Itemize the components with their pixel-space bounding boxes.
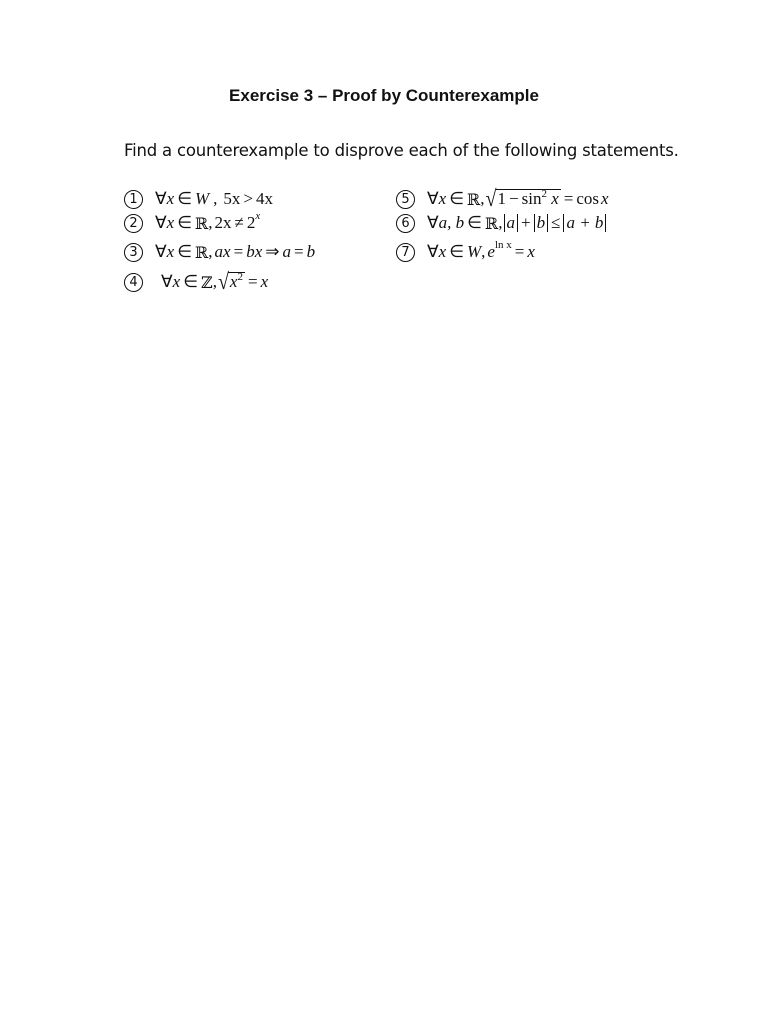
statement-number: 6	[396, 214, 415, 233]
abs-b: b	[534, 214, 549, 232]
square-root-icon: √	[485, 185, 497, 212]
equals-symbol: =	[563, 189, 574, 208]
sin-function: sin	[521, 188, 542, 208]
plus-symbol: +	[521, 213, 531, 232]
less-equal-symbol: ≤	[551, 213, 561, 232]
exponential-base: e	[487, 242, 495, 261]
element-of-symbol: ∈	[467, 213, 482, 232]
equals-symbol: =	[233, 242, 244, 261]
square-root-icon: √	[217, 268, 229, 295]
lhs-expression: 2x	[214, 213, 232, 232]
minus-symbol: −	[509, 188, 519, 208]
statement-number: 3	[124, 243, 143, 262]
statement-number: 7	[396, 243, 415, 262]
statement-number: 2	[124, 214, 143, 233]
set-symbol: ℤ	[201, 272, 213, 292]
statement-number: 4	[124, 273, 143, 292]
conclusion-rhs: b	[306, 242, 316, 261]
variable: x	[166, 242, 175, 261]
element-of-symbol: ∈	[177, 242, 192, 261]
variable: x	[172, 272, 181, 291]
variable: x	[438, 242, 447, 261]
statement-6: 6 ∀ a, b ∈ ℝ , a + b ≤ a + b	[396, 211, 606, 235]
forall-symbol: ∀	[427, 213, 439, 232]
cos-function: cos	[576, 189, 600, 208]
element-of-symbol: ∈	[177, 213, 192, 232]
forall-symbol: ∀	[155, 242, 167, 261]
lhs-expression: ax	[214, 242, 231, 261]
power-base: 2	[246, 213, 256, 232]
equals-symbol: =	[247, 272, 258, 291]
power-exponent: x	[255, 210, 261, 222]
statement-3: 3 ∀ x ∈ ℝ , ax = bx ⇒ a = b	[124, 240, 315, 264]
rhs-expression: x	[527, 242, 535, 261]
forall-symbol: ∀	[155, 189, 167, 208]
statement-4: 4 ∀ x ∈ ℤ , √ $x^2$ = x	[124, 270, 268, 294]
element-of-symbol: ∈	[449, 242, 464, 261]
statement-5: 5 ∀ x ∈ ℝ , √ $1 - \sin^2 x$ = cos x	[396, 187, 609, 211]
equals-symbol: =	[293, 242, 304, 261]
statement-7: 7 ∀ x ∈ W , e ln x = x	[396, 240, 535, 264]
page-title: Exercise 3 – Proof by Counterexample	[229, 86, 539, 105]
variable: x	[438, 189, 447, 208]
lhs-expression: 5x	[223, 189, 241, 208]
implies-symbol: ⇒	[265, 242, 280, 261]
statement-number: 5	[396, 190, 415, 209]
instructions-text: Find a counterexample to disprove each of the following statements.	[124, 141, 679, 160]
forall-symbol: ∀	[161, 272, 173, 291]
radicand	[228, 272, 245, 293]
radicand-one: 1	[497, 188, 507, 208]
rhs-expression: 4x	[256, 189, 274, 208]
abs-a: a	[504, 214, 519, 232]
radicand	[496, 189, 561, 210]
radicand-base: x	[229, 271, 238, 291]
set-symbol: ℝ	[467, 189, 481, 209]
equals-symbol: =	[514, 242, 525, 261]
sin-argument: x	[551, 188, 559, 208]
forall-symbol: ∀	[155, 213, 167, 232]
abs-a-plus-b: a + b	[563, 214, 606, 232]
set-symbol: ℝ	[195, 213, 209, 233]
conclusion-lhs: a	[282, 242, 291, 261]
statement-2: 2 ∀ x ∈ ℝ , 2x ≠ 2 x	[124, 211, 260, 235]
set-symbol: ℝ	[484, 213, 499, 233]
radicand-exponent: 2	[237, 270, 243, 283]
relation-symbol: >	[243, 189, 254, 208]
element-of-symbol: ∈	[177, 189, 192, 208]
variable: x	[166, 213, 175, 232]
set-symbol: W	[195, 189, 210, 208]
variable: x	[166, 189, 175, 208]
rhs-expression: bx	[246, 242, 263, 261]
set-symbol: W	[467, 242, 482, 261]
statement-1: 1 ∀ x ∈ W , 5x > 4x	[124, 187, 273, 211]
forall-symbol: ∀	[427, 242, 439, 261]
element-of-symbol: ∈	[183, 272, 198, 291]
set-symbol: ℝ	[195, 242, 209, 262]
forall-symbol: ∀	[427, 189, 439, 208]
sin-exponent: 2	[541, 187, 547, 200]
element-of-symbol: ∈	[449, 189, 464, 208]
relation-symbol: ≠	[234, 213, 244, 232]
variables: a, b	[438, 213, 465, 232]
statement-number: 1	[124, 190, 143, 209]
rhs-expression: x	[260, 272, 269, 291]
cos-argument: x	[601, 189, 609, 208]
exponential-exponent: ln x	[494, 239, 512, 251]
